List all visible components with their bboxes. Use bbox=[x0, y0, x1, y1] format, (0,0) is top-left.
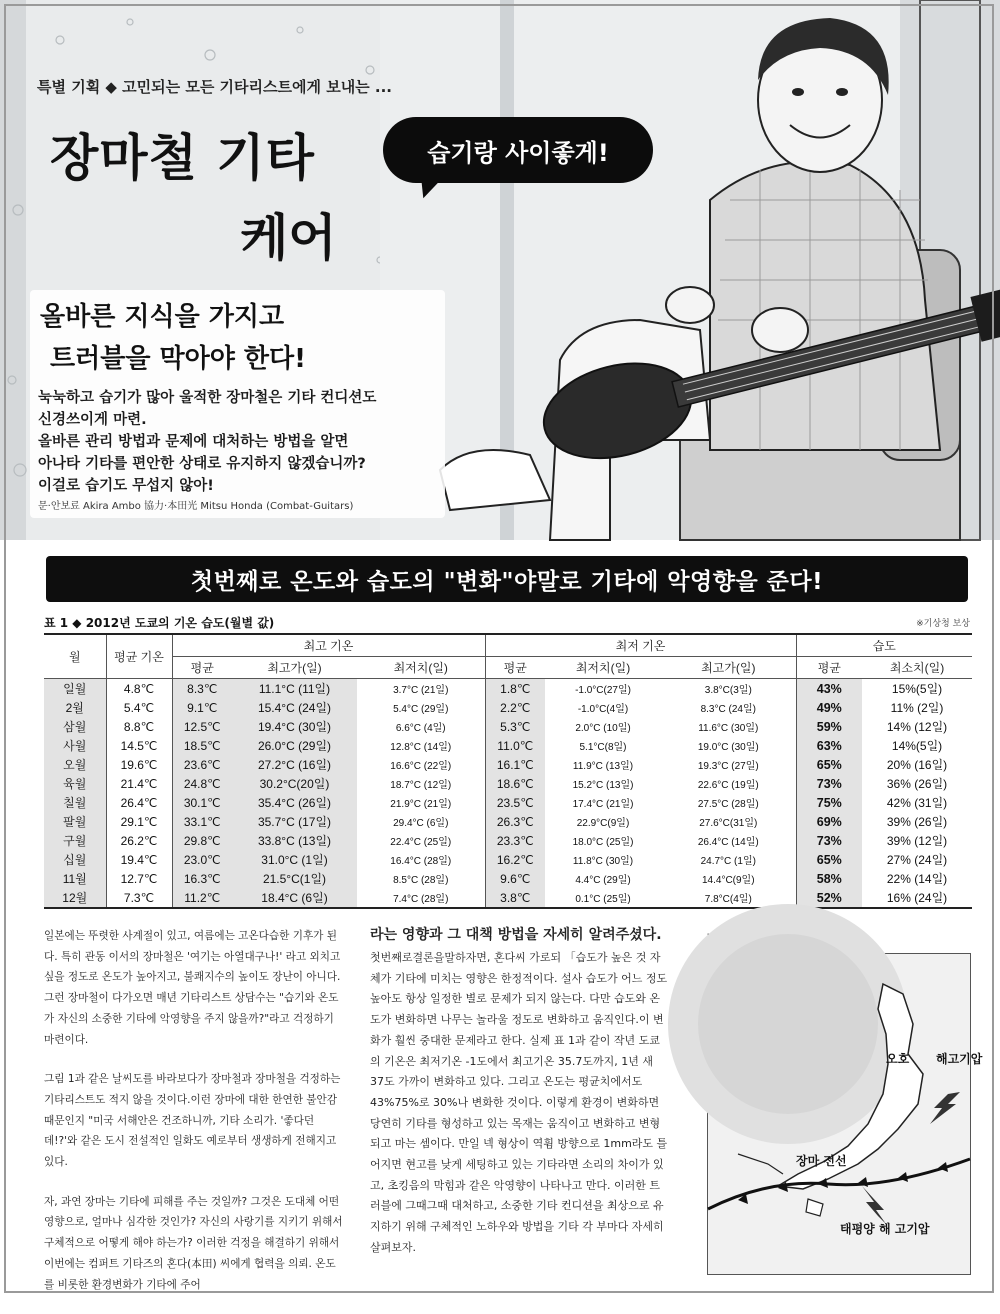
table-cell: 5.4℃ bbox=[106, 698, 172, 717]
table-cell: 20% (16일) bbox=[886, 758, 948, 772]
section-banner: 첫번째로 온도와 습도의 "변화"야말로 기타에 악영향을 준다! bbox=[46, 556, 968, 602]
month-cell: 구월 bbox=[44, 831, 106, 850]
table-cell: 5.4°C (29일) bbox=[393, 704, 449, 715]
table-cell: 7.4°C (28일) bbox=[357, 888, 485, 908]
table-cell: 39% (12일) bbox=[886, 834, 948, 848]
header-group-max: 최고 기온 bbox=[172, 634, 485, 657]
page-border bbox=[4, 4, 994, 1293]
table-cell: 16.4°C (28일) bbox=[390, 856, 452, 867]
subhead-line2: 트러블을 막아야 한다! bbox=[50, 344, 307, 374]
article-paragraph: 자, 과연 장마는 기타에 피해를 주는 것일까? 그것은 도대체 어떤 영향으로, 얼마나 심각한 것인가? 자신의 사랑기를 지키기 위해서 구체적으로 어떻게 해야 하는가? 이러한 걱정을 해결하기 위해서 이번에는 컴퍼트 기타즈의 혼다(本田) 씨에게 협력을 의뢰. 온도를 비롯한 환경변화가 기타에 주어 bbox=[44, 1195, 343, 1291]
table-cell: 33.1℃ bbox=[172, 812, 232, 831]
article-lead: 라는 영향과 그 대책 방법을 자세히 알려주셨다. bbox=[370, 927, 662, 943]
table-cell: 35.4°C (26일) bbox=[232, 793, 357, 812]
header-min-highest: 최고가(일) bbox=[661, 657, 796, 679]
table-cell: 18.4°C (6일) bbox=[232, 888, 357, 908]
month-cell: 육월 bbox=[44, 774, 106, 793]
table-cell: 11.9°C (13일) bbox=[572, 761, 634, 772]
table-cell: 27.2°C (16일) bbox=[232, 755, 357, 774]
table-cell: 63% bbox=[796, 736, 862, 755]
table-cell: 16.3℃ bbox=[172, 869, 232, 888]
table-cell: 29.4°C (6일) bbox=[393, 818, 449, 829]
table-cell: 3.7°C (21일) bbox=[393, 685, 449, 696]
header-min-avg: 평균 bbox=[485, 657, 545, 679]
table-cell: 65% bbox=[796, 850, 862, 869]
table-cell: 18.7°C (12일) bbox=[390, 780, 452, 791]
table-cell: 16.1℃ bbox=[485, 755, 545, 774]
month-cell: 12월 bbox=[44, 888, 106, 908]
table-cell: 75% bbox=[796, 793, 862, 812]
month-cell: 일월 bbox=[44, 679, 106, 699]
table-cell: 15%(5일) bbox=[891, 682, 943, 696]
header-max-avg: 평균 bbox=[172, 657, 232, 679]
table-cell: 26.2℃ bbox=[106, 831, 172, 850]
table-cell: 7.8°C(4일) bbox=[661, 888, 796, 908]
subhead-line1: 올바른 지식을 가지고 bbox=[40, 302, 285, 332]
table-caption: 표 1 ◆ 2012년 도쿄의 기온 습도(월별 값) bbox=[44, 616, 275, 630]
table-cell: 39% (26일) bbox=[886, 815, 948, 829]
table-cell: 27% (24일) bbox=[886, 853, 948, 867]
table-cell: 19.6℃ bbox=[106, 755, 172, 774]
table-cell: 21.9°C (21일) bbox=[390, 799, 452, 810]
header-max-lowest: 최저치(일) bbox=[357, 657, 485, 679]
article-paragraph: 그림 1과 같은 날씨도를 바라보다가 장마철과 장마철을 걱정하는 기타리스트도 적지 않을 것이다.이런 장마에 대한 한연한 불안감 때문인지 "미국 서해안은 건조하니까, 기타 소리가. '좋다던데!?'와 같은 도시 전설적인 일화도 예로부터 생생하게 전해지고 있다. bbox=[44, 1073, 341, 1169]
table-cell: 21.4℃ bbox=[106, 774, 172, 793]
page-title-line2: 케어 bbox=[240, 209, 337, 267]
month-cell: 칠월 bbox=[44, 793, 106, 812]
table-cell: 26.0°C (29일) bbox=[232, 736, 357, 755]
table-cell: 26.4℃ bbox=[106, 793, 172, 812]
table-cell: 73% bbox=[796, 831, 862, 850]
table-cell: 58% bbox=[796, 869, 862, 888]
table-cell: 27.6°C(31일) bbox=[699, 818, 758, 829]
header-group-min: 최저 기온 bbox=[485, 634, 796, 657]
table-cell: 12.5℃ bbox=[172, 717, 232, 736]
intro-line: 이걸로 습기도 무섭지 않아! bbox=[38, 478, 214, 494]
month-cell: 사월 bbox=[44, 736, 106, 755]
table-cell: 22% (14일) bbox=[886, 872, 948, 886]
table-cell: 3.8℃ bbox=[485, 888, 545, 908]
table-cell: 52% bbox=[796, 888, 862, 908]
table-cell: 19.3°C (27일) bbox=[697, 761, 759, 772]
intro-line: 올바른 관리 방법과 문제에 대처하는 방법을 알면 bbox=[38, 434, 349, 450]
table-cell: 4.8℃ bbox=[106, 679, 172, 699]
table-cell: 73% bbox=[796, 774, 862, 793]
table-cell: 18.5℃ bbox=[172, 736, 232, 755]
table-cell: 2.2℃ bbox=[485, 698, 545, 717]
table-cell: 15.2°C (13일) bbox=[572, 780, 634, 791]
table-cell: 26.4°C (14일) bbox=[697, 837, 759, 848]
table-cell: 14.5℃ bbox=[106, 736, 172, 755]
table-cell: 35.7°C (17일) bbox=[232, 812, 357, 831]
table-cell: 16% (24일) bbox=[862, 888, 972, 908]
table-cell: 22.9°C(9일) bbox=[576, 818, 630, 829]
table-cell: 18.6℃ bbox=[485, 774, 545, 793]
month-cell: 삼월 bbox=[44, 717, 106, 736]
table-cell: 2.0°C (10일) bbox=[575, 723, 631, 734]
header-min-lowest: 최저치(일) bbox=[545, 657, 661, 679]
table-cell: 29.1℃ bbox=[106, 812, 172, 831]
speech-bubble: 습기랑 사이좋게! bbox=[383, 117, 653, 183]
table-cell: 22.4°C (25일) bbox=[390, 837, 452, 848]
table-cell: 0.1°C (25일) bbox=[545, 888, 661, 908]
table-cell: 23.6℃ bbox=[172, 755, 232, 774]
article-paragraph: 첫번째로결론을말하자면, 혼다씨 가로되 「습도가 높은 것 자체가 기타에 미치는 영향은 한정적이다. 설사 습도가 어느 정도 높아도 항상 일정한 별로 문제가 되지 않는다. 다만 습도와 온도가 변화하면 나무는 놀라울 정도로 변화하고 움직인다.이 변화가 훨씬 중대한 문제라고 한다. 실제 표 1과 같이 작년 도쿄의 기온은 최저기온 -1도에서 최고기온 35.7도까지, 1년 새 37도 가까이 변화하고 있다. 그리고 온도는 평균치에서도 43%75%로 30%나 변화한 것이다. 이렇게 환경이 변화하면 당연히 기타를 형성하고 있는 목재는 움직이고 변화하고 변형되고 마는 셈이다. 만일 넥 형상이 역휨 방향으로 1mm라도 틀어지면 현고를 낮게 세팅하고 있는 기타라면 소리의 차이가 있고, 초킹음의 막힘과 같은 악영향이 나타나고 만다. 이러한 트러블에 그때그때 대처하고, 소중한 기타 컨디션을 최상으로 유지하기 위해 구체적인 노하우와 방법을 기타 각 부마다 자세히 살펴보자. bbox=[370, 951, 668, 1254]
table-source-note: ※기상청 보상 bbox=[916, 619, 970, 629]
table-cell: 12.8°C (14일) bbox=[390, 742, 452, 753]
table-cell: 5.3℃ bbox=[485, 717, 545, 736]
table-cell: 6.6°C (4일) bbox=[395, 723, 446, 734]
table-cell: 7.3℃ bbox=[106, 888, 172, 908]
table-cell: 24.7°C (1일) bbox=[700, 856, 756, 867]
header-max-highest: 최고가(일) bbox=[232, 657, 357, 679]
article-paragraph: 일본에는 뚜렷한 사계절이 있고, 여름에는 고온다습한 기후가 된다. 특히 관동 이서의 장마철은 '여기는 아열대구나!' 라고 외치고 싶을 정도로 온도가 높아지고, 불쾌지수의 높이도 장난이 아니다. 그런 장마철이 다가오면 매년 기타리스트 상담수는 "습기와 온도가 자신의 소중한 기타에 악영향을 주지 않을까?"라고 걱정하기 마련이다. bbox=[44, 930, 341, 1046]
page-title-line1: 장마철 기타 bbox=[50, 129, 315, 187]
table-cell: 4.4°C (29일) bbox=[575, 875, 631, 886]
table-cell: 69% bbox=[796, 812, 862, 831]
table-cell: 30.2°C(20일) bbox=[232, 774, 357, 793]
month-cell: 오월 bbox=[44, 755, 106, 774]
table-cell: 24.8℃ bbox=[172, 774, 232, 793]
table-cell: 11.0℃ bbox=[485, 736, 545, 755]
table-cell: 5.1°C(8일) bbox=[579, 742, 627, 753]
table-cell: 11% (2일) bbox=[890, 701, 944, 715]
table-cell: 18.0°C (25일) bbox=[572, 837, 634, 848]
table-cell: 36% (26일) bbox=[886, 777, 948, 791]
table-cell: -1.0°C(4일) bbox=[577, 704, 629, 715]
table-cell: 8.3°C (24일) bbox=[700, 704, 756, 715]
table-cell: 9.1℃ bbox=[172, 698, 232, 717]
table-cell: 26.3℃ bbox=[485, 812, 545, 831]
table-cell: 23.5℃ bbox=[485, 793, 545, 812]
table-cell: 65% bbox=[796, 755, 862, 774]
table-cell: 31.0°C (1일) bbox=[232, 850, 357, 869]
table-cell: 11.8°C (30일) bbox=[572, 856, 634, 867]
table-cell: 17.4°C (21일) bbox=[572, 799, 634, 810]
table-cell: 42% (31일) bbox=[886, 796, 948, 810]
table-cell: 8.5°C (28일) bbox=[393, 875, 449, 886]
table-cell: 23.3℃ bbox=[485, 831, 545, 850]
table-cell: 11.2℃ bbox=[172, 888, 232, 908]
table-cell: 22.6°C (19일) bbox=[697, 780, 759, 791]
table-cell: 29.8℃ bbox=[172, 831, 232, 850]
table-cell: 33.8°C (13일) bbox=[232, 831, 357, 850]
table-cell: -1.0°C(27일) bbox=[575, 685, 631, 696]
map-label-front: 장마 전선 bbox=[796, 1154, 847, 1168]
map-label-okhotsk: 오호 bbox=[886, 1052, 910, 1066]
month-cell: 11월 bbox=[44, 869, 106, 888]
table-cell: 1.8℃ bbox=[485, 679, 545, 699]
intro-line: 신경쓰이게 마련. bbox=[38, 412, 147, 428]
header-hum-avg: 평균 bbox=[796, 657, 862, 679]
table-cell: 19.0°C (30일) bbox=[697, 742, 759, 753]
table-cell: 3.8°C(3일) bbox=[704, 685, 752, 696]
table-cell: 11.1°C (11일) bbox=[232, 679, 357, 699]
table-cell: 21.5°C(1일) bbox=[232, 869, 357, 888]
header-group-humidity: 습도 bbox=[796, 634, 972, 657]
table-cell: 12.7℃ bbox=[106, 869, 172, 888]
table-cell: 30.1℃ bbox=[172, 793, 232, 812]
table-cell: 8.3℃ bbox=[172, 679, 232, 699]
header-avg-temp: 평균 기온 bbox=[106, 634, 172, 679]
table-cell: 27.5°C (28일) bbox=[697, 799, 759, 810]
table-cell: 14.4°C(9일) bbox=[701, 875, 755, 886]
table-cell: 23.0℃ bbox=[172, 850, 232, 869]
table-cell: 16.2℃ bbox=[485, 850, 545, 869]
kicker-text: 특별 기획 ◆ 고민되는 모든 기타리스트에게 보내는 ... bbox=[37, 78, 392, 96]
table-cell: 59% bbox=[796, 717, 862, 736]
header-hum-min: 최소치(일) bbox=[862, 657, 972, 679]
table-cell: 14% (12일) bbox=[886, 720, 948, 734]
table-cell: 16.6°C (22일) bbox=[390, 761, 452, 772]
intro-line: 눅눅하고 습기가 많아 울적한 장마철은 기타 컨디션도 bbox=[38, 390, 377, 406]
table-cell: 49% bbox=[796, 698, 862, 717]
month-cell: 2월 bbox=[44, 698, 106, 717]
credits-line: 문·안보료 Akira Ambo 協力·本田光 Mitsu Honda (Combat-Guitars) bbox=[38, 501, 354, 512]
table-cell: 14%(5일) bbox=[891, 739, 943, 753]
table-cell: 11.6°C (30일) bbox=[698, 723, 759, 734]
table-cell: 15.4°C (24일) bbox=[232, 698, 357, 717]
month-cell: 십월 bbox=[44, 850, 106, 869]
map-label-pacific-high: 태평양 해 고기압 bbox=[840, 1222, 930, 1236]
table-cell: 19.4°C (30일) bbox=[232, 717, 357, 736]
table-cell: 43% bbox=[796, 679, 862, 699]
header-month: 월 bbox=[44, 634, 106, 679]
intro-line: 아나타 기타를 편안한 상태로 유지하지 않겠습니까? bbox=[38, 456, 366, 472]
table-cell: 9.6℃ bbox=[485, 869, 545, 888]
table-cell: 19.4℃ bbox=[106, 850, 172, 869]
map-label-okhotsk-high: 해고기압 bbox=[936, 1052, 983, 1066]
table-cell: 8.8℃ bbox=[106, 717, 172, 736]
month-cell: 팔월 bbox=[44, 812, 106, 831]
